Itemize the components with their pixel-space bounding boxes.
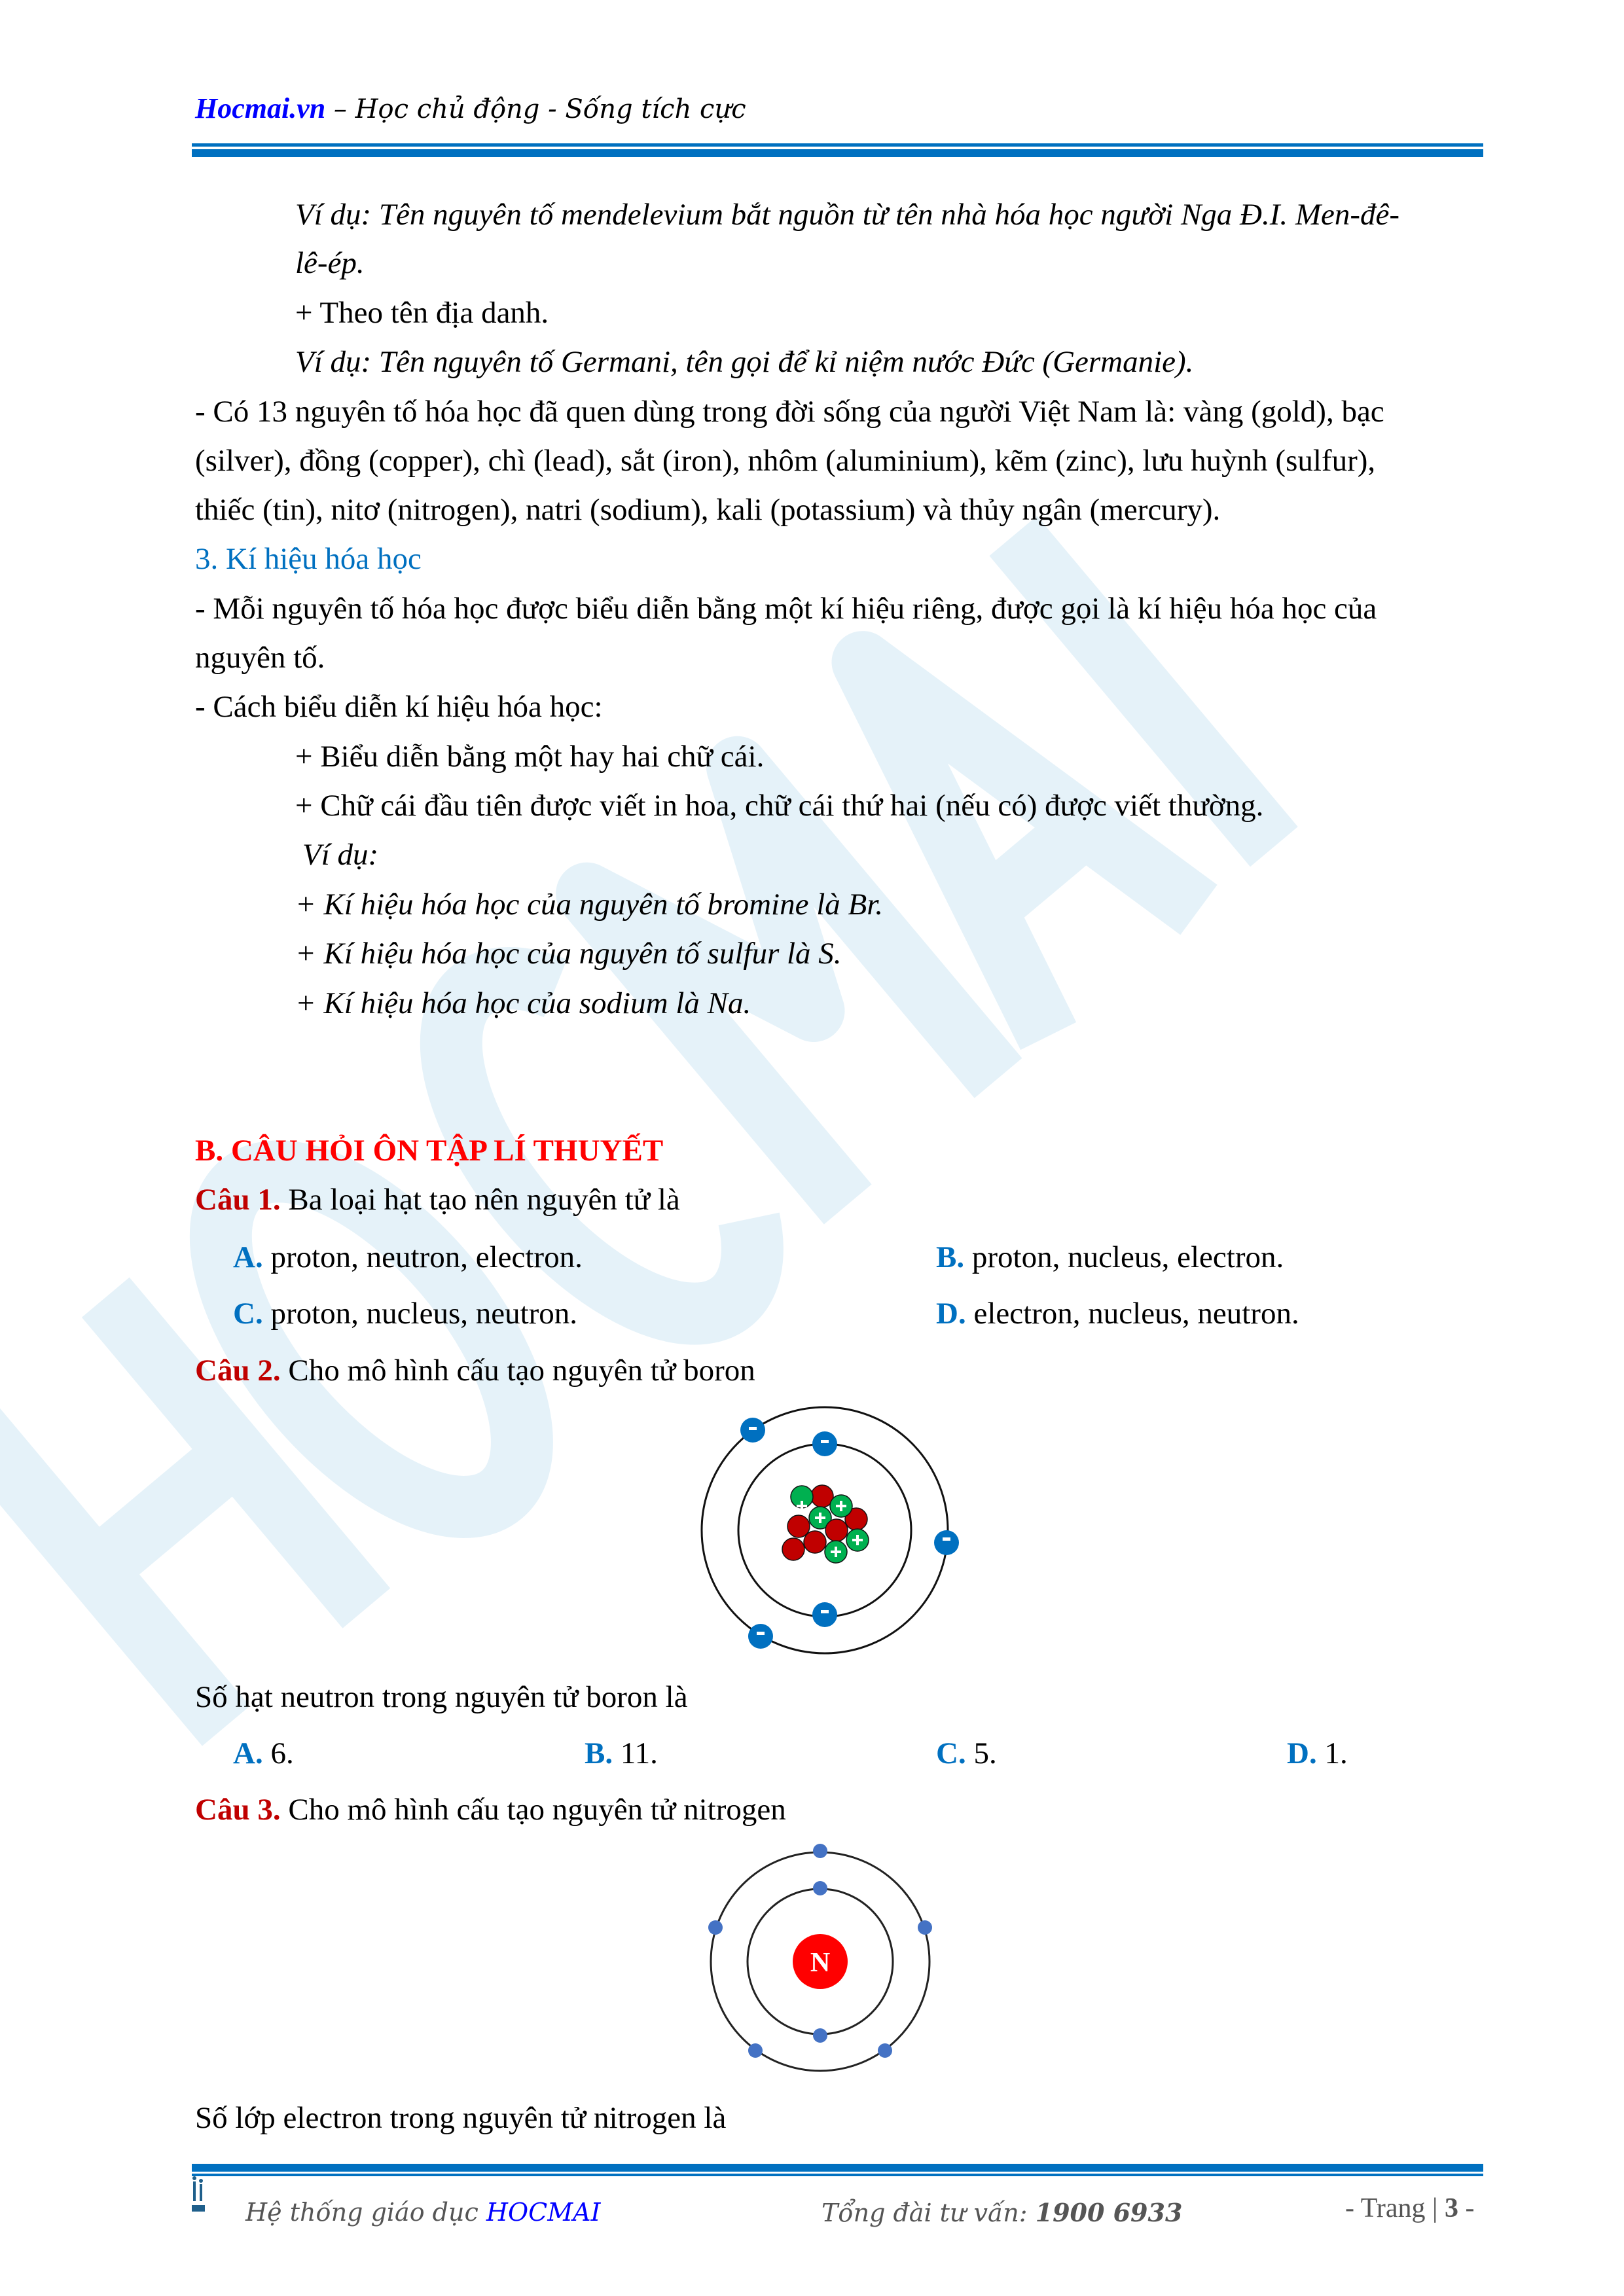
- option-d[interactable]: [936, 1294, 1299, 1333]
- option-c[interactable]: [936, 1734, 997, 1773]
- option-b[interactable]: [585, 1734, 658, 1773]
- footer-rule-thick: [192, 2164, 1483, 2172]
- question-label: Câu 2.: [195, 1354, 281, 1388]
- text-line: - Mỗi nguyên tố hóa học được biểu diễn bằng một kí hiệu riêng, được gọi là kí hiệu hóa học của: [195, 592, 1377, 626]
- text-line: + Kí hiệu hóa học của sodium là Na.: [295, 986, 751, 1020]
- question-2-sub: Số hạt neutron trong nguyên tử boron là: [195, 1680, 688, 1714]
- option-key: C.: [233, 1297, 263, 1331]
- text-line: lê-ép.: [295, 246, 365, 280]
- header-slogan: – Học chủ động - Sống tích cực: [325, 94, 746, 124]
- option-text: 11.: [613, 1736, 658, 1770]
- electron: [813, 1844, 827, 1858]
- option-key: D.: [936, 1297, 966, 1331]
- question-3: [195, 1790, 786, 1829]
- logo-icon: [192, 2175, 205, 2214]
- text-line: + Biểu diễn bằng một hay hai chữ cái.: [295, 740, 765, 774]
- text-line: + Kí hiệu hóa học của nguyên tố bromine là Br.: [295, 888, 884, 922]
- text-line: Ví dụ:: [302, 838, 379, 872]
- text-line: thiếc (tin), nitơ (nitrogen), natri (sodium), kali (potassium) và thủy ngân (mercury).: [195, 493, 1221, 527]
- section-heading: 3. Kí hiệu hóa học: [195, 542, 422, 576]
- option-text: proton, nucleus, electron.: [964, 1240, 1284, 1274]
- text-line: - Có 13 nguyên tố hóa học đã quen dùng trong đời sống của người Việt Nam là: vàng (gold), bạc: [195, 395, 1384, 429]
- option-text: 6.: [262, 1736, 294, 1770]
- neutron: [782, 1538, 804, 1560]
- text-line: + Kí hiệu hóa học của nguyên tố sulfur là S.: [295, 937, 842, 971]
- electron: [813, 1881, 827, 1895]
- footer-brand[interactable]: HOCMAI: [486, 2198, 601, 2227]
- option-key: C.: [936, 1736, 966, 1770]
- text-line: Ví dụ: Tên nguyên tố Germani, tên gọi để kỉ niệm nước Đức (Germanie).: [295, 345, 1194, 379]
- question-text: Cho mô hình cấu tạo nguyên tử nitrogen: [280, 1793, 786, 1827]
- question-label: Câu 1.: [195, 1183, 281, 1217]
- question-text: Ba loại hạt tạo nên nguyên tử là: [280, 1183, 680, 1217]
- option-b[interactable]: [936, 1238, 1284, 1277]
- text-line: + Theo tên địa danh.: [295, 296, 549, 330]
- hotline-label: Tổng đài tư vấn:: [821, 2198, 1036, 2227]
- option-text: electron, nucleus, neutron.: [965, 1297, 1299, 1331]
- text-line: nguyên tố.: [195, 641, 325, 675]
- electron: [812, 1431, 837, 1456]
- option-d[interactable]: [1287, 1734, 1348, 1773]
- page-header: [195, 92, 746, 125]
- question-1: [195, 1180, 680, 1219]
- electron: [748, 2043, 763, 2058]
- electron: [708, 1920, 723, 1935]
- footer-system: [245, 2198, 601, 2227]
- nucleus: [782, 1485, 869, 1563]
- option-a[interactable]: [233, 1734, 294, 1773]
- neutron: [787, 1515, 810, 1537]
- option-text: 5.: [965, 1736, 997, 1770]
- question-label: Câu 3.: [195, 1793, 281, 1827]
- page-value: 3: [1444, 2193, 1458, 2223]
- neutron: [804, 1531, 826, 1553]
- nitrogen-atom-model: [687, 1833, 982, 2108]
- electron: [813, 2028, 827, 2043]
- question-2: [195, 1351, 755, 1390]
- option-key: B.: [585, 1736, 613, 1770]
- boron-atom-model: [687, 1394, 982, 1689]
- hocmai-logo: [192, 2175, 205, 2214]
- option-text: 1.: [1316, 1736, 1348, 1770]
- electron: [918, 1920, 932, 1935]
- neutron: [825, 1519, 848, 1541]
- page-prefix: - Trang |: [1345, 2193, 1445, 2223]
- footer-system-text: Hệ thống giáo dục: [245, 2198, 486, 2227]
- hotline-number: 1900 6933: [1035, 2198, 1183, 2227]
- header-rule-thin: [192, 143, 1483, 147]
- option-a[interactable]: [233, 1238, 583, 1277]
- option-key: A.: [233, 1736, 263, 1770]
- page-number: [1345, 2193, 1474, 2224]
- nucleus-symbol: N: [810, 1948, 831, 1978]
- header-rule-thick: [192, 149, 1483, 157]
- question-3-sub: Số lớp electron trong nguyên tử nitrogen là: [195, 2101, 727, 2135]
- option-text: proton, neutron, electron.: [262, 1240, 583, 1274]
- question-text: Cho mô hình cấu tạo nguyên tử boron: [280, 1354, 755, 1388]
- text-line: Ví dụ: Tên nguyên tố mendelevium bắt nguồn từ tên nhà hóa học người Nga Đ.I. Men-đê-: [295, 198, 1400, 232]
- text-line: (silver), đồng (copper), chì (lead), sắt (iron), nhôm (aluminium), kẽm (zinc), lưu huỳnh (sulfur),: [195, 444, 1376, 478]
- electron: [748, 1624, 773, 1649]
- inner-shell: [738, 1444, 911, 1617]
- option-key: B.: [936, 1240, 965, 1274]
- option-c[interactable]: [233, 1294, 577, 1333]
- electron: [878, 2043, 892, 2058]
- option-key: D.: [1287, 1736, 1317, 1770]
- section-b-heading: B. CÂU HỎI ÔN TẬP LÍ THUYẾT: [195, 1134, 664, 1168]
- text-line: - Cách biểu diễn kí hiệu hóa học:: [195, 690, 603, 724]
- electron: [812, 1602, 837, 1627]
- header-brand[interactable]: Hocmai.vn: [195, 92, 326, 124]
- option-key: A.: [233, 1240, 263, 1274]
- page-suffix: -: [1458, 2193, 1475, 2223]
- electron: [934, 1530, 959, 1555]
- option-text: proton, nucleus, neutron.: [262, 1297, 578, 1331]
- footer-rule-thin: [192, 2174, 1483, 2176]
- footer-hotline: [821, 2198, 1182, 2227]
- text-line: + Chữ cái đầu tiên được viết in hoa, chữ cái thứ hai (nếu có) được viết thường.: [295, 789, 1264, 823]
